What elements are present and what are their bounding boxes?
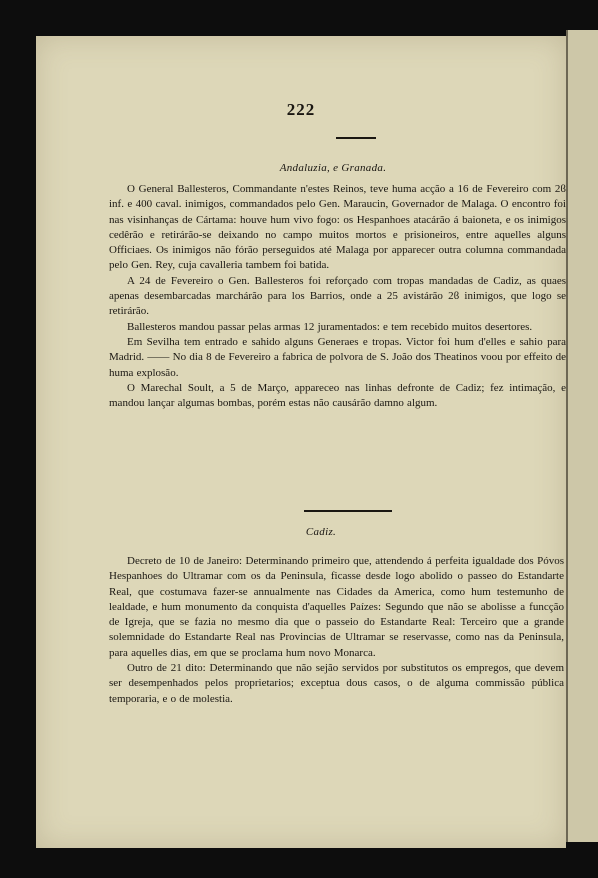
paragraph: A 24 de Fevereiro o Gen. Ballesteros foi reforçado com tropas mandadas de Cadiz, as quaes apenas desembarcadas marchárão para los Barrios, onde a 25 avistárão 2ϐ inimigos, que logo se retirárão. bbox=[109, 274, 566, 318]
paragraph: Ballesteros mandou passar pelas armas 12 juramentados: e tem recebido muitos desertores. bbox=[127, 320, 533, 333]
paragraph: Outro de 21 dito: Determinando que não sejão servidos por substitutos os empregos, que devem ser desempenhados pelos proprietarios; exceptua dous casos, o de alguma commissão pública temporaria, e o de molestia. bbox=[109, 662, 564, 705]
paragraph: O Marechal Soult, a 5 de Março, appareceo nas linhas defronte de Cadiz; fez intimação, e mandou lançar algumas bombas, porém estas não causárão damno algum. bbox=[109, 381, 566, 410]
section-cadiz-body bbox=[109, 554, 564, 707]
adjacent-page-edge bbox=[566, 30, 598, 842]
top-rule bbox=[336, 137, 376, 139]
section-andaluzia-body bbox=[109, 182, 566, 411]
paragraph: Decreto de 10 de Janeiro: Determinando primeiro que, attendendo á perfeita igualdade dos Póvos Hespanhoes do Ultramar com os da Peninsula, ficasse desde logo abolido o passeo do Estandarte Real, que costumava fazer-se annualmente nas Cidades da America, como hum testemunho de lealdade, e hum monumento da conquista d'aquelles Paízes: Segundo que não se abolisse a funcção de Igreja, que se fazia no mesmo dia que o passeio do Estandarte Real: Terceiro que a grande solemnidade do Estandarte Real nas Provincias de Ultramar se reservasse, como nas da Peninsula, para aquelles dias, em que se proclama hum novo Monarca. bbox=[109, 555, 564, 659]
paragraph: Em Sevilha tem entrado e sahido alguns Generaes e tropas. Victor foi hum d'elles e sahio para Madrid. —— No dia 8 de Fevereiro a fabrica de polvora de S. João dos Theatinos voou por effeito de huma explosão. bbox=[109, 335, 566, 379]
section-divider-rule bbox=[304, 510, 392, 512]
section-heading-andaluzia: Andaluzia, e Granada. bbox=[279, 162, 387, 174]
page-number: 222 bbox=[286, 100, 316, 119]
book-page bbox=[36, 36, 566, 848]
paragraph: O General Ballesteros, Commandante n'estes Reinos, teve huma acção a 16 de Fevereiro com 2ϐ inf. e 400 caval. inimigos, commandados pelo Gen. Maraucin, Governador de Malaga. O encontro foi nas visinhanças de Cártama: houve hum vivo fogo: os Hespanhoes atacárão á baioneta, e os inimigos cedêrão e retirárão-se deixando no campo muitos mortos e prisioneiros, entre aquelles alguns Officiaes. Os inimigos não fórão perseguidos até Malaga por apparecer outra columna commandada pelo Gen. Rey, cuja cavalleria tambem foi batida. bbox=[109, 183, 566, 272]
section-heading-cadiz: Cadiz. bbox=[305, 526, 337, 538]
